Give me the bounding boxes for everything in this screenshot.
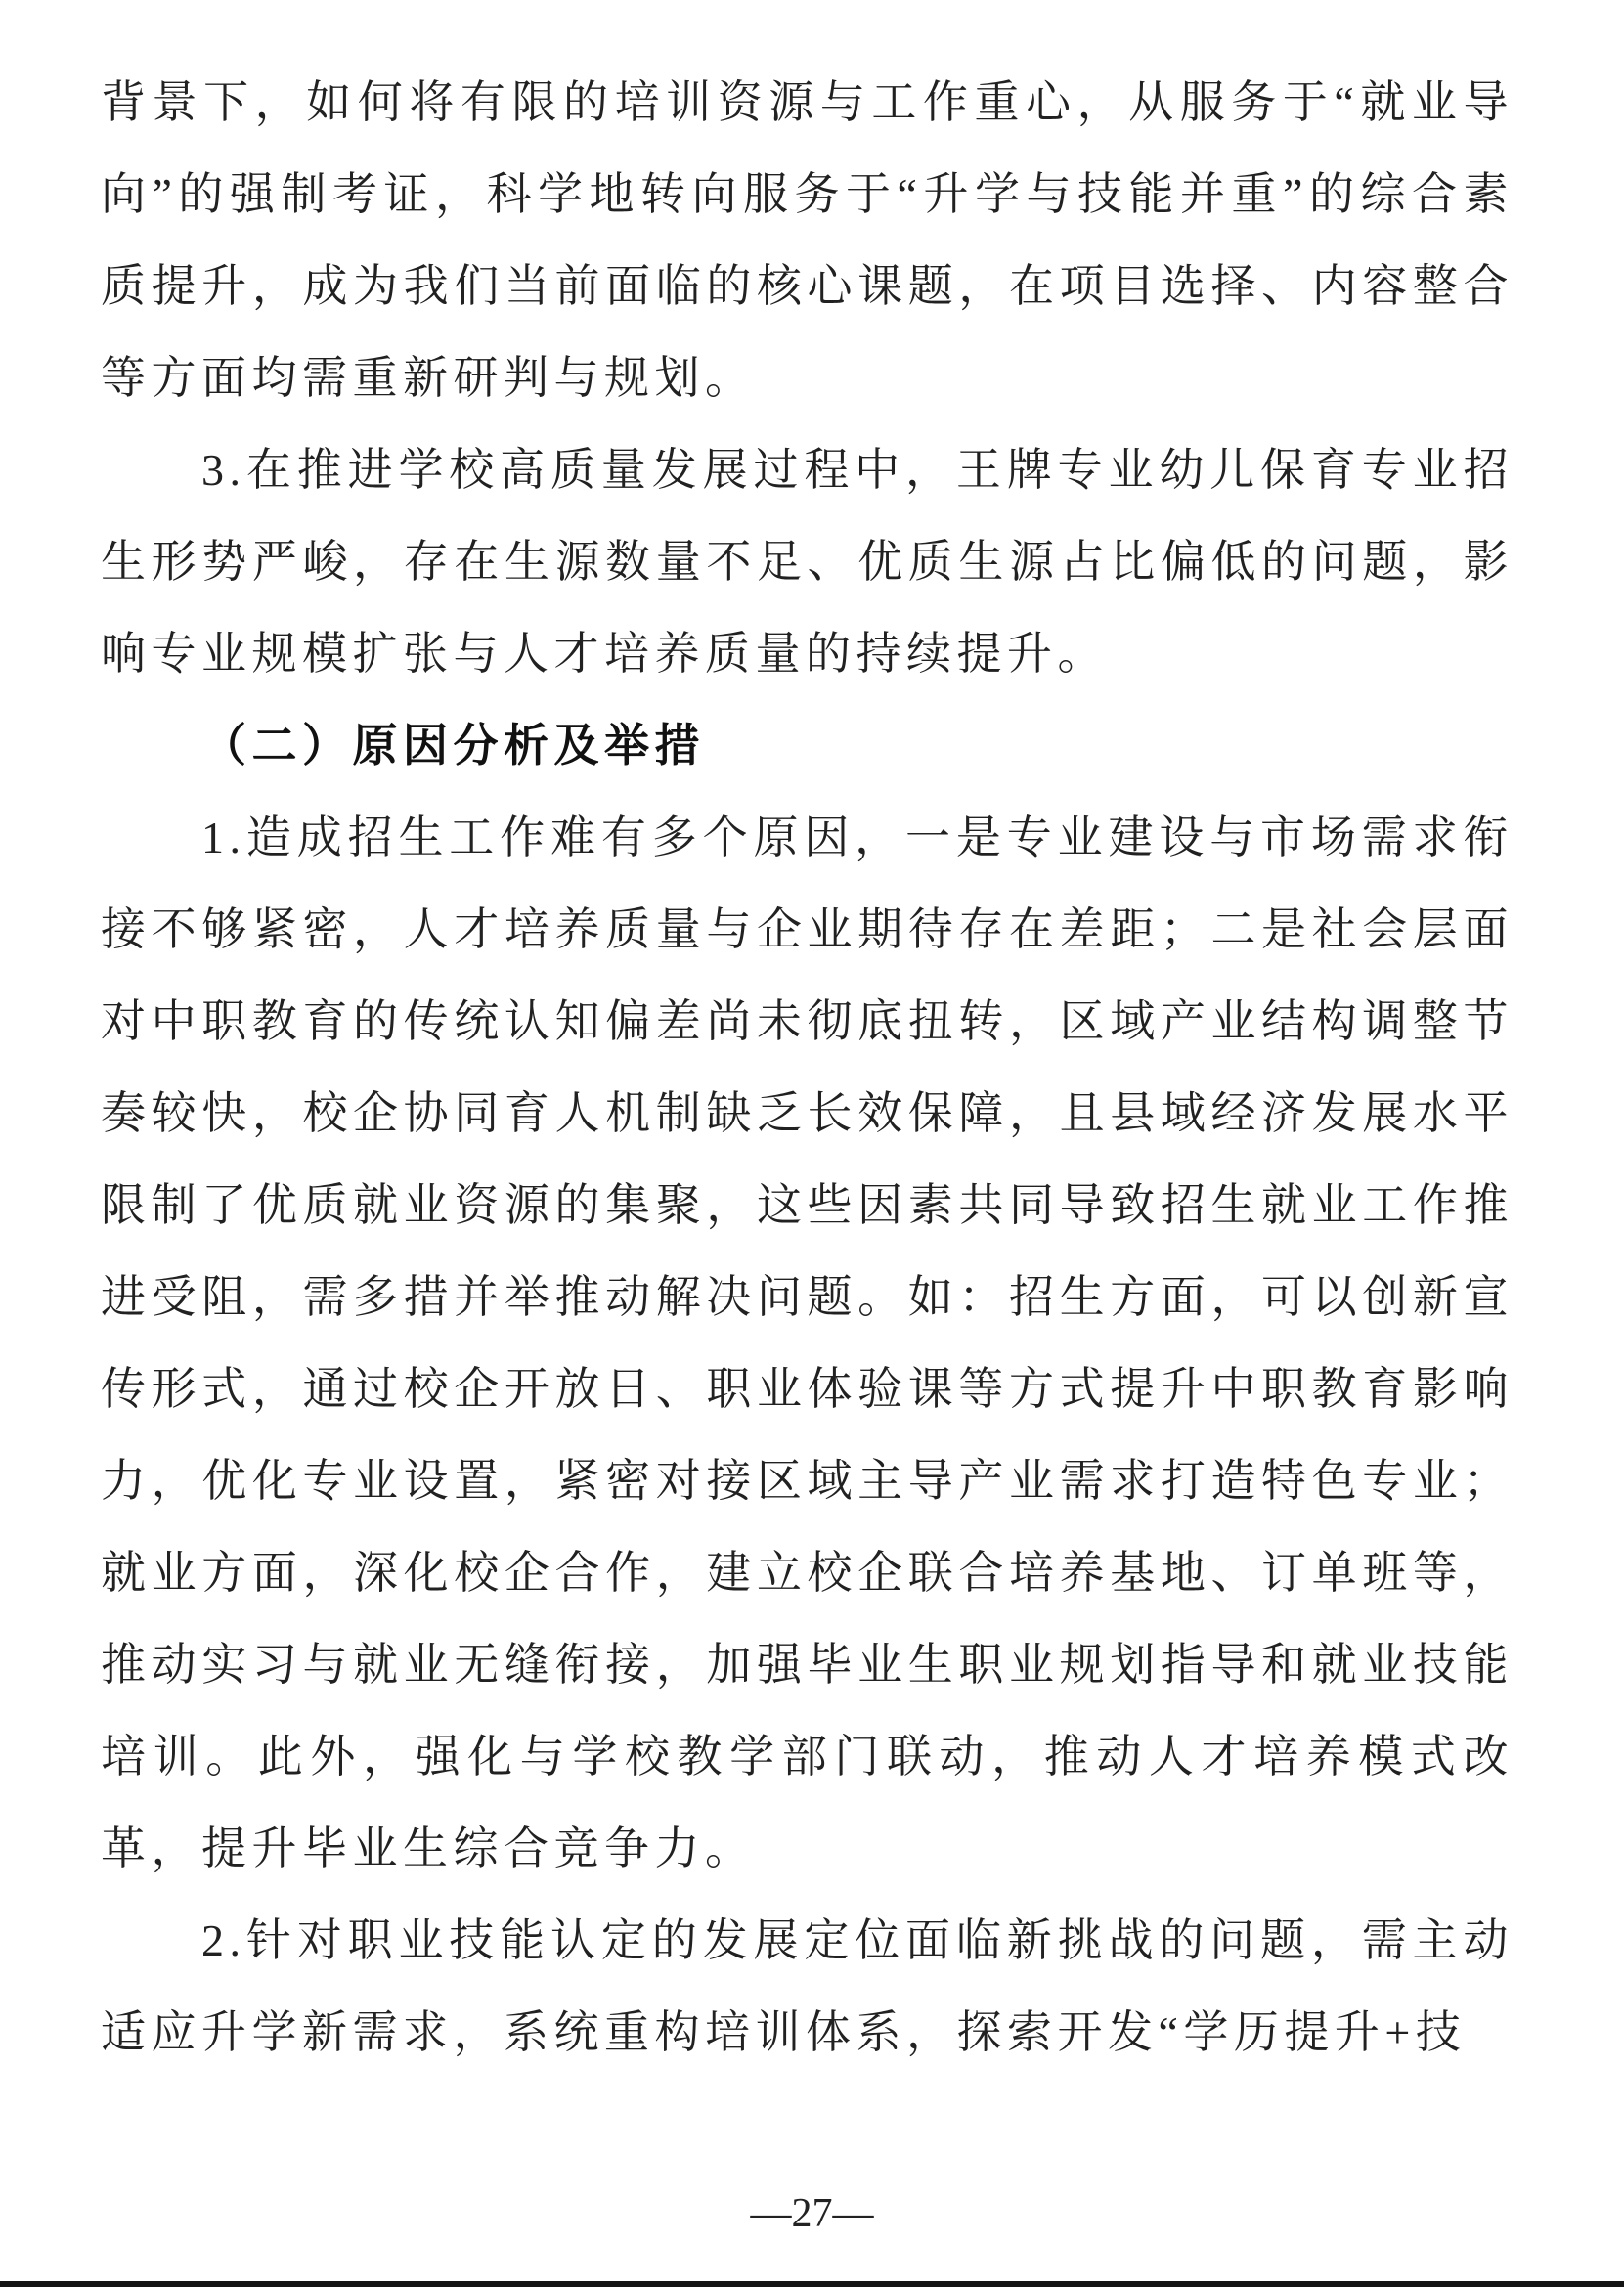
paragraph-item-1: 1.造成招生工作难有多个原因，一是专业建设与市场需求衔接不够紧密，人才培养质量与企业期待存在差距；二是社会层面对中职教育的传统认知偏差尚未彻底扭转，区域产业结构调整节奏较快，校企协同育人机制缺乏长效保障，且县域经济发展水平限制了优质就业资源的集聚，这些因素共同导致招生就业工作推进受阻，需多措并举推动解决问题。如：招生方面，可以创新宣传形式，通过校企开放日、职业体验课等方式提升中职教育影响力，优化专业设置，紧密对接区域主导产业需求打造特色专业；就业方面，深化校企合作，建立校企联合培养基地、订单班等，推动实习与就业无缝衔接，加强毕业生职业规划指导和就业技能培训。此外，强化与学校教学部门联动，推动人才培养模式改革，提升毕业生综合竞争力。 <box>101 813 1514 1873</box>
page-number: —27— <box>750 2191 874 2236</box>
paragraph-continuation: 背景下，如何将有限的培训资源与工作重心，从服务于“就业导向”的强制考证，科学地转向服务于“升学与技能并重”的综合素质提升，成为我们当前面临的核心课题，在项目选择、内容整合等方面均需重新研判与规划。 <box>101 77 1514 403</box>
paragraph-item-3: 3.在推进学校高质量发展过程中，王牌专业幼儿保育专业招生形势严峻，存在生源数量不足、优质生源占比偏低的问题，影响专业规模扩张与人才培养质量的持续提升。 <box>101 445 1514 679</box>
paragraph-item-2: 2.针对职业技能认定的发展定位面临新挑战的问题，需主动适应升学新需求，系统重构培训体系，探索开发“学历提升+技 <box>101 1915 1514 2057</box>
section-heading: （二）原因分析及举措 <box>201 721 705 770</box>
document-body <box>101 57 1514 2079</box>
page-bottom-border <box>0 2281 1624 2287</box>
